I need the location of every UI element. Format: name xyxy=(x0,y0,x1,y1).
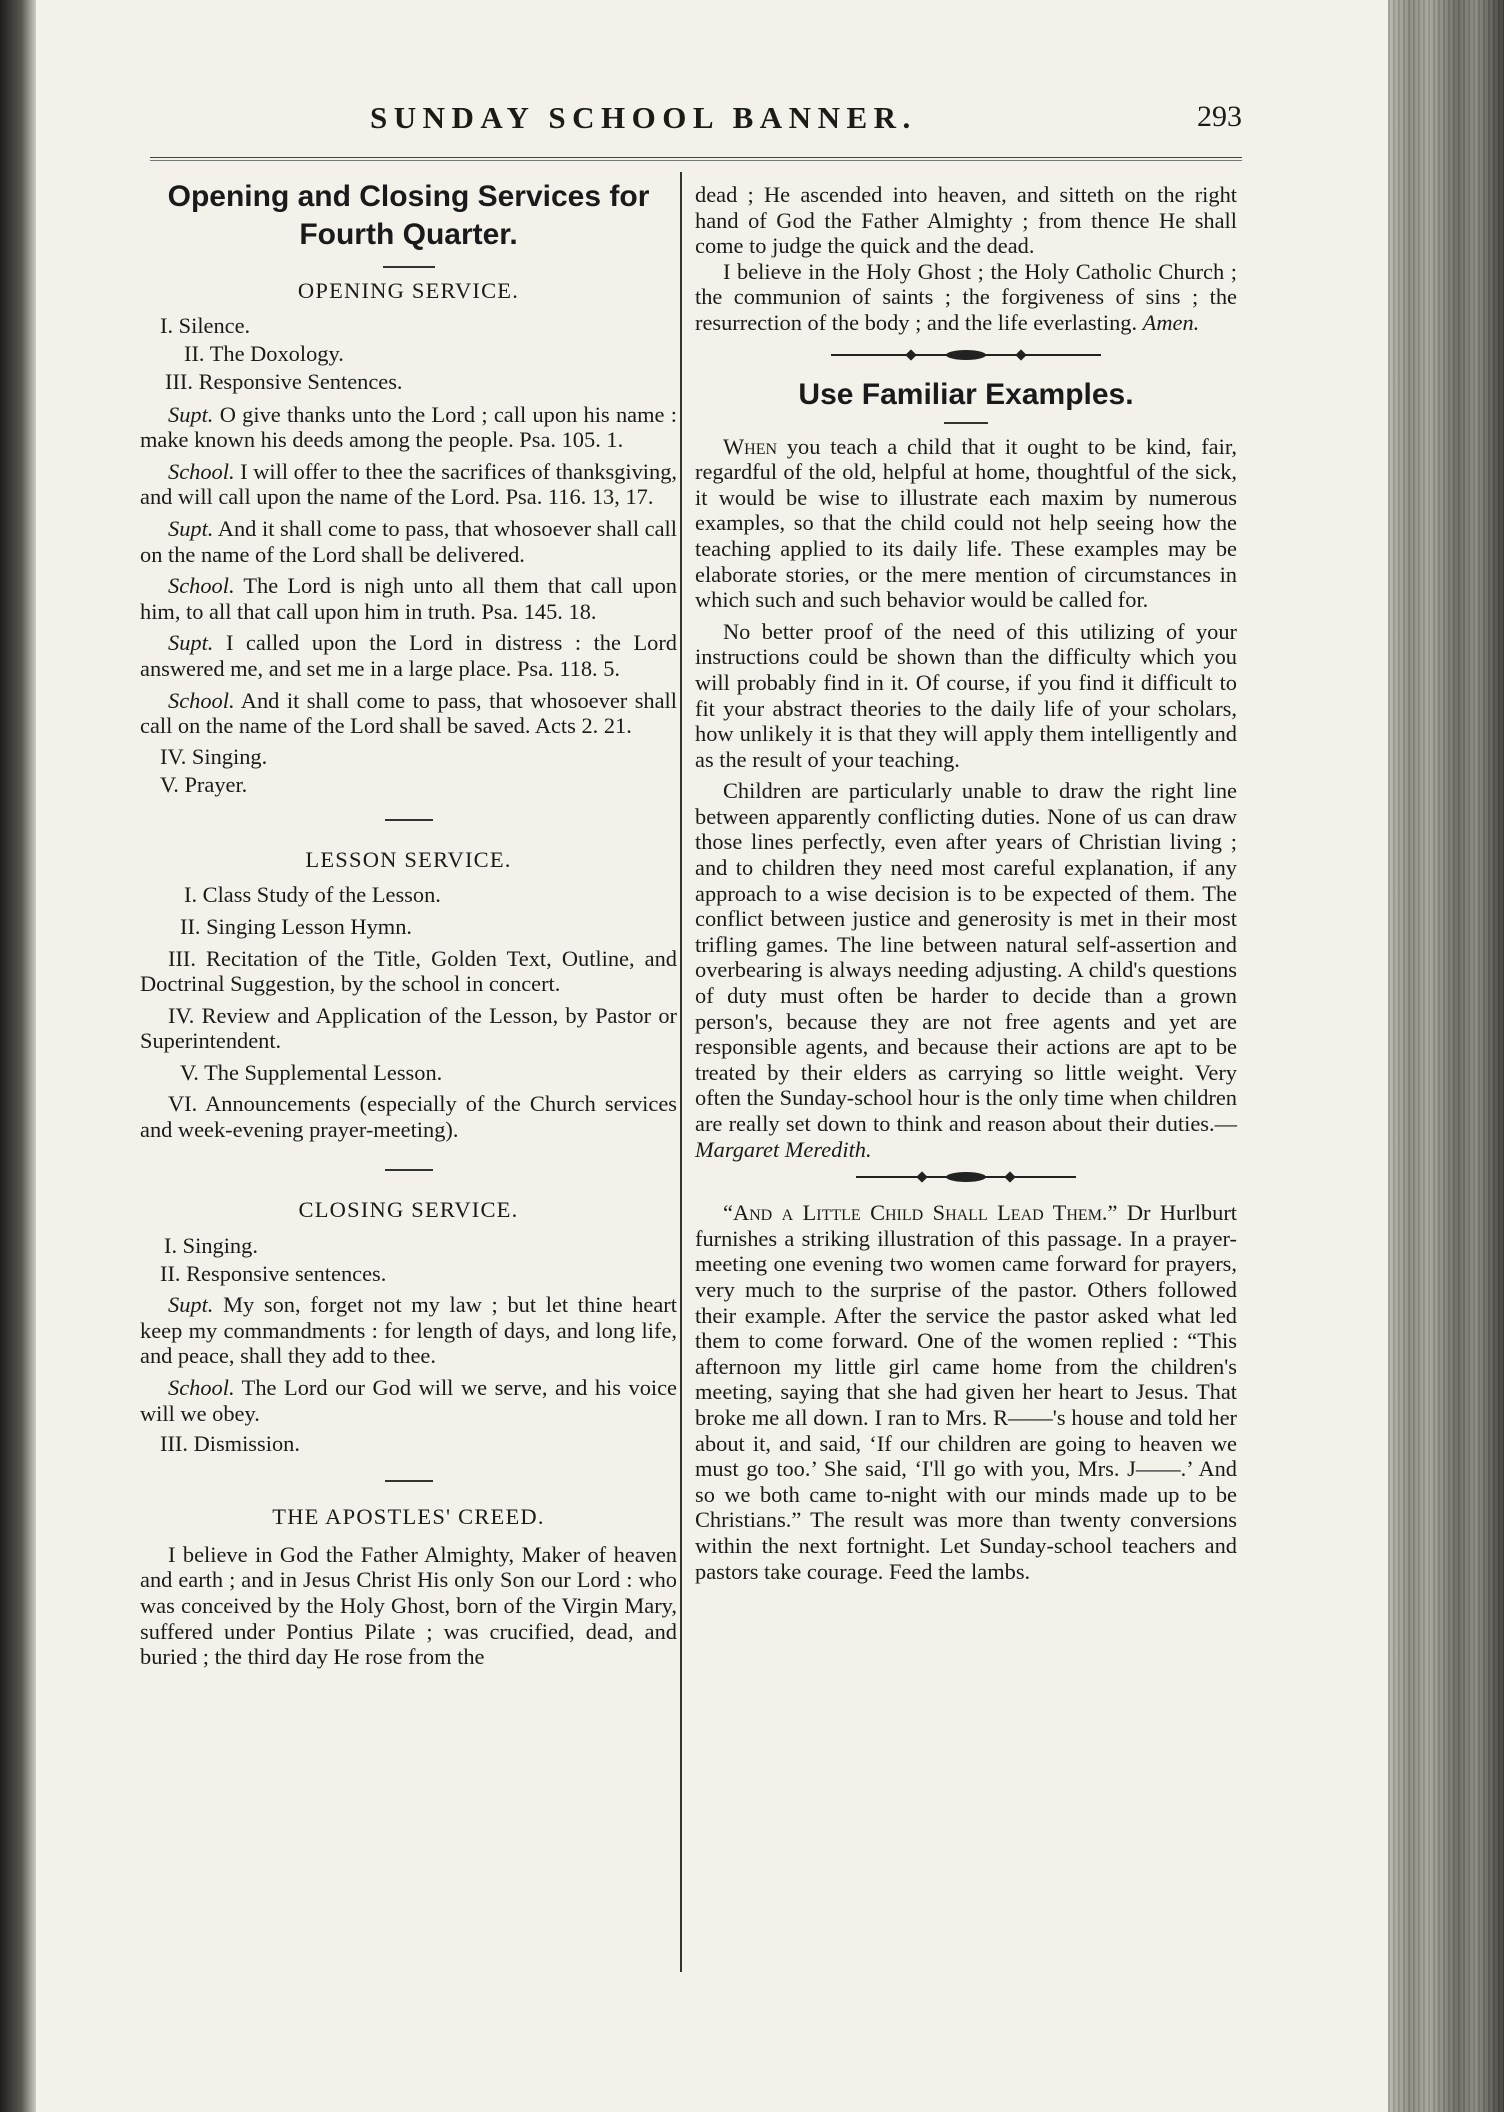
responsive-sentence xyxy=(140,459,677,510)
divider xyxy=(385,1169,433,1171)
speaker-role: School. xyxy=(168,687,235,713)
responsive-sentence xyxy=(140,1292,677,1369)
speaker-role: School. xyxy=(168,573,235,599)
speaker-role: School. xyxy=(168,1375,235,1401)
running-header xyxy=(150,100,1242,144)
sentence-text: My son, forget not my law ; but let thine heart keep my commandments : for length of days, and long life, and peace, shall they add to thee. xyxy=(140,1292,677,1369)
sentence-text: I called upon the Lord in distress : the Lord answered me, and set me in a large place. Psa. 118. 5. xyxy=(140,630,677,681)
anecdote-paragraph xyxy=(695,1200,1237,1584)
lesson-item: VI. Announcements (especially of the Church services and week-evening prayer-meeting). xyxy=(140,1091,677,1143)
header-rule xyxy=(150,157,1242,161)
creed-title: THE APOSTLES' CREED. xyxy=(272,1504,545,1530)
sentence-text: I will offer to thee the sacrifices of thanksgiving, and will call upon the name of the Lord. Psa. 116. 13, 17. xyxy=(140,458,677,510)
responsive-sentence xyxy=(140,1375,677,1426)
anecdote-title: “And a Little Child Shall Lead Them.” xyxy=(723,1200,1118,1226)
article-heading: Use Familiar Examples. xyxy=(798,377,1134,411)
divider xyxy=(383,266,435,268)
responsive-sentence xyxy=(140,573,677,624)
opening-item: III. Responsive Sentences. xyxy=(165,368,403,394)
sentence-text: And it shall come to pass, that whosoever shall call on the name of the Lord shall be delivered. xyxy=(140,515,677,567)
lesson-item: III. Recitation of the Title, Golden Text, Outline, and Doctrinal Suggestion, by the school in concert. xyxy=(140,945,677,997)
sentence-text: And it shall come to pass, that whosoever shall call on the name of the Lord shall be saved. Acts 2. 21. xyxy=(140,687,677,739)
divider xyxy=(944,422,988,424)
speaker-role: Supt. xyxy=(168,1292,214,1318)
responsive-sentence xyxy=(140,688,677,739)
speaker-role: Supt. xyxy=(168,630,214,656)
running-title: SUNDAY SCHOOL BANNER. xyxy=(370,100,917,135)
anecdote-text: Dr Hurlburt furnishes a striking illustration of this passage. In a prayer-meeting one evening two women came forward for prayers, very much to the surprise of the pastor. Others followed their example. After the service the pastor asked what led them to come forward. One of the women replied : “This afternoon my little girl came home from the children's meeting, saying that she had given her heart to Jesus. That broke me all down. I ran to Mrs. R——'s house and told her about it, and said, ‘If our children are going to heaven we must go too.’ She said, ‘I'll go with you, Mrs. J——.’ And so we both came to-night with our minds made up to be Christians.” The result was more than twenty conversions within the next fortnight. Let Sunday-school teachers and pastors take courage. Feed the lambs. xyxy=(695,1200,1237,1584)
left-column xyxy=(140,172,677,1670)
sentence-text: The Lord our God will we serve, and his voice will we obey. xyxy=(140,1375,677,1426)
creed-paragraph xyxy=(695,259,1237,336)
creed-text: I believe in God the Father Almighty, Maker of heaven and earth ; and in Jesus Christ His only Son our Lord : who was conceived by the Holy Ghost, born of the Virgin Mary, suffered under Pontius Pilate ; was crucified, dead, and buried ; the third day He rose from the xyxy=(140,1541,677,1670)
book-page-edges xyxy=(1388,0,1504,2112)
closing-item: I. Singing. xyxy=(164,1233,258,1259)
creed-text: I believe in the Holy Ghost ; the Holy Catholic Church ; the communion of saints ; the forgiveness of sins ; the resurrection of the body ; and the life everlasting. xyxy=(695,258,1237,335)
author-signature: Margaret Meredith. xyxy=(695,1136,872,1162)
opening-item: I. Silence. xyxy=(160,312,251,338)
book-left-edge xyxy=(0,0,36,2112)
opening-service-title: OPENING SERVICE. xyxy=(297,278,520,303)
services-heading: Opening and Closing Services for Fourth Quarter. xyxy=(167,180,650,251)
responsive-sentence xyxy=(140,630,677,681)
speaker-role: Supt. xyxy=(168,515,214,541)
closing-service-title: CLOSING SERVICE. xyxy=(298,1196,519,1222)
lesson-item: I. Class Study of the Lesson. xyxy=(184,882,441,908)
creed-continuation: dead ; He ascended into heaven, and sitteth on the right hand of God the Father Almighty ; from thence He shall come to judge the quick and the dead. xyxy=(695,182,1237,259)
ornamental-rule xyxy=(831,348,1101,362)
sentence-text: O give thanks unto the Lord ; call upon his name : make known his deeds among the people. Psa. 105. 1. xyxy=(140,401,677,453)
page-number: 293 xyxy=(1197,100,1242,133)
article-paragraph: No better proof of the need of this utilizing of your instructions could be shown than the difficulty which you will probably find in it. Of course, if you find it difficult to fit your abstract theories to the daily life of your scholars, how unlikely it is that they will apply them intelligently and as the result of your teaching. xyxy=(695,618,1237,772)
divider xyxy=(385,1480,433,1482)
lesson-item: IV. Review and Application of the Lesson, by Pastor or Superintendent. xyxy=(140,1002,677,1054)
opening-item: II. The Doxology. xyxy=(184,340,344,366)
creed-amen: Amen. xyxy=(1142,309,1200,335)
closing-item: II. Responsive sentences. xyxy=(160,1261,387,1287)
speaker-role: School. xyxy=(168,458,235,484)
opening-item: IV. Singing. xyxy=(160,743,268,769)
paragraph-text: you teach a child that it ought to be kind, fair, regardful of the old, helpful at home, thoughtful of the sick, it would be wise to illustrate each maxim by numerous examples, so that the child could not help seeing how the teaching applied to its daily life. These examples may be elaborate stories, or the mere mention of circumstances in which such and such behavior would be called for. xyxy=(695,433,1237,613)
sentence-text: The Lord is nigh unto all them that call upon him, to all that call upon him in truth. Psa. 145. 18. xyxy=(140,573,677,624)
column-divider xyxy=(680,172,682,1972)
lesson-service-title: LESSON SERVICE. xyxy=(305,846,512,872)
article-paragraph xyxy=(695,434,1237,613)
divider xyxy=(385,819,433,821)
lesson-item: V. The Supplemental Lesson. xyxy=(180,1059,443,1085)
speaker-role: Supt. xyxy=(168,401,214,427)
ornamental-rule xyxy=(856,1170,1076,1184)
article-paragraph xyxy=(695,778,1237,1162)
responsive-sentence xyxy=(140,402,677,453)
lesson-item: II. Singing Lesson Hymn. xyxy=(180,913,412,939)
right-column xyxy=(695,172,1237,1584)
responsive-sentence xyxy=(140,516,677,567)
paragraph-text: Children are particularly unable to draw the right line between apparently conflicting duties. None of us can draw those lines perfectly, even after years of Christian living ; and to children they need most careful explanation, if any approach to a wise decision is to be expected of them. The conflict between justice and generosity is met in their most trifling games. The line between natural self-assertion and overbearing is always needing adjusting. A child's questions of duty must often be harder to decide than a grown person's, because they are not free agents and yet are responsible agents, and because their actions are apt to be treated by their elders as carrying so little weight. Very often the Sunday-school hour is the only time when children are really set down to think and reason about their duties.— xyxy=(695,778,1237,1136)
closing-item: III. Dismission. xyxy=(160,1431,300,1457)
drop-word: When xyxy=(723,433,778,459)
opening-item: V. Prayer. xyxy=(160,771,248,797)
